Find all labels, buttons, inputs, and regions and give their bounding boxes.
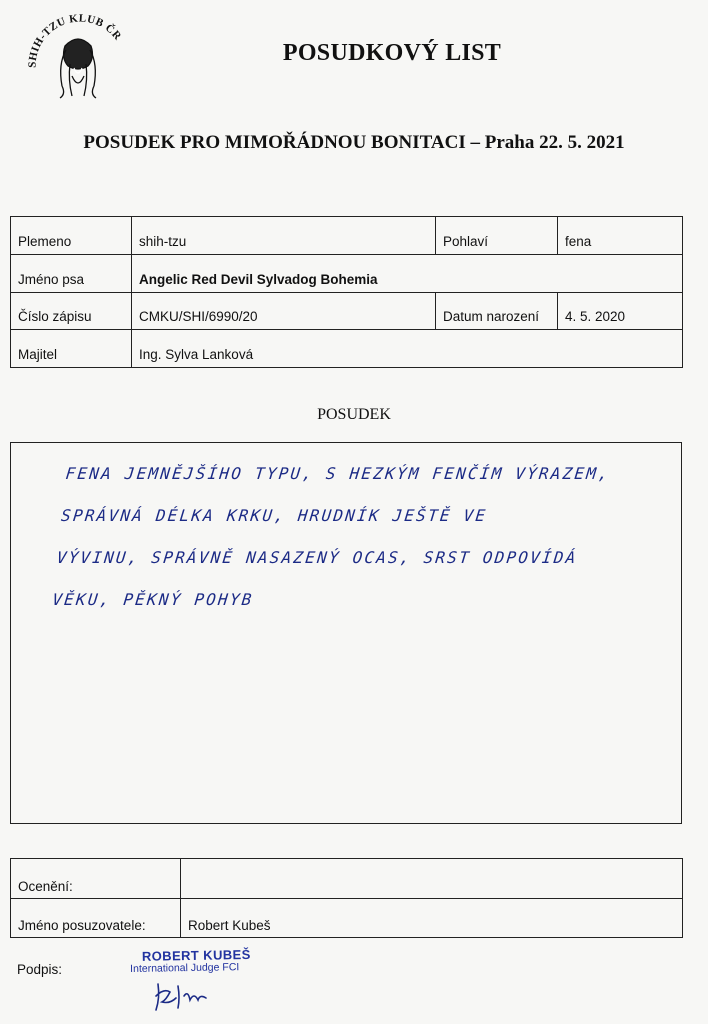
evaluation-line: VĚKU, PĚKNÝ POHYB	[51, 590, 255, 609]
event-subtitle: POSUDEK PRO MIMOŘÁDNOU BONITACI – Praha 22. 5. 2021	[83, 132, 625, 153]
signature-label: Podpis:	[17, 962, 63, 977]
sex-value: fena	[558, 217, 683, 255]
birth-date-label: Datum narození	[436, 292, 558, 330]
logo-text: SHIH-TZU KLUB ČR	[26, 12, 124, 68]
table-row	[11, 859, 683, 899]
page-title: POSUDKOVÝ LIST	[282, 40, 502, 66]
breed-label: Plemeno	[11, 217, 132, 255]
birth-date-value: 4. 5. 2020	[558, 292, 683, 330]
table-row	[11, 254, 683, 292]
table-row	[11, 217, 683, 255]
judge-name-label: Jméno posuzovatele:	[11, 899, 181, 938]
stamp-name: ROBERT KUBEŠ	[141, 946, 251, 964]
table-row	[11, 899, 683, 938]
sex-label: Pohlaví	[436, 217, 558, 255]
stamp-role: International Judge FCI	[130, 961, 240, 976]
name-value: Angelic Red Devil Sylvadog Bohemia	[132, 254, 683, 292]
evaluation-line: SPRÁVNÁ DÉLKA KRKU, HRUDNÍK JEŠTĚ VE	[60, 506, 489, 525]
handwritten-evaluation	[50, 453, 688, 621]
evaluation-box	[10, 442, 682, 824]
table-row	[11, 292, 683, 330]
evaluation-line: VÝVINU, SPRÁVNĚ NASAZENÝ OCAS, SRST ODPOVÍDÁ	[55, 548, 579, 567]
evaluation-line: FENA JEMNĚJŠÍHO TYPU, S HEZKÝM FENČÍM VÝRAZEM,	[64, 464, 611, 483]
evaluation-heading: POSUDEK	[317, 406, 391, 423]
rating-value	[181, 859, 683, 899]
judge-stamp	[130, 947, 251, 975]
judge-table	[10, 858, 683, 938]
table-row	[11, 330, 683, 368]
rating-label: Ocenění:	[11, 859, 181, 899]
registration-value: CMKU/SHI/6990/20	[132, 292, 436, 330]
handwritten-signature	[150, 978, 220, 1012]
name-label: Jméno psa	[11, 254, 132, 292]
breed-value: shih-tzu	[132, 217, 436, 255]
owner-label: Majitel	[11, 330, 132, 368]
registration-label: Číslo zápisu	[11, 292, 132, 330]
dog-info-table	[10, 216, 683, 368]
owner-value: Ing. Sylva Lanková	[132, 330, 683, 368]
judge-name-value: Robert Kubeš	[181, 899, 683, 938]
